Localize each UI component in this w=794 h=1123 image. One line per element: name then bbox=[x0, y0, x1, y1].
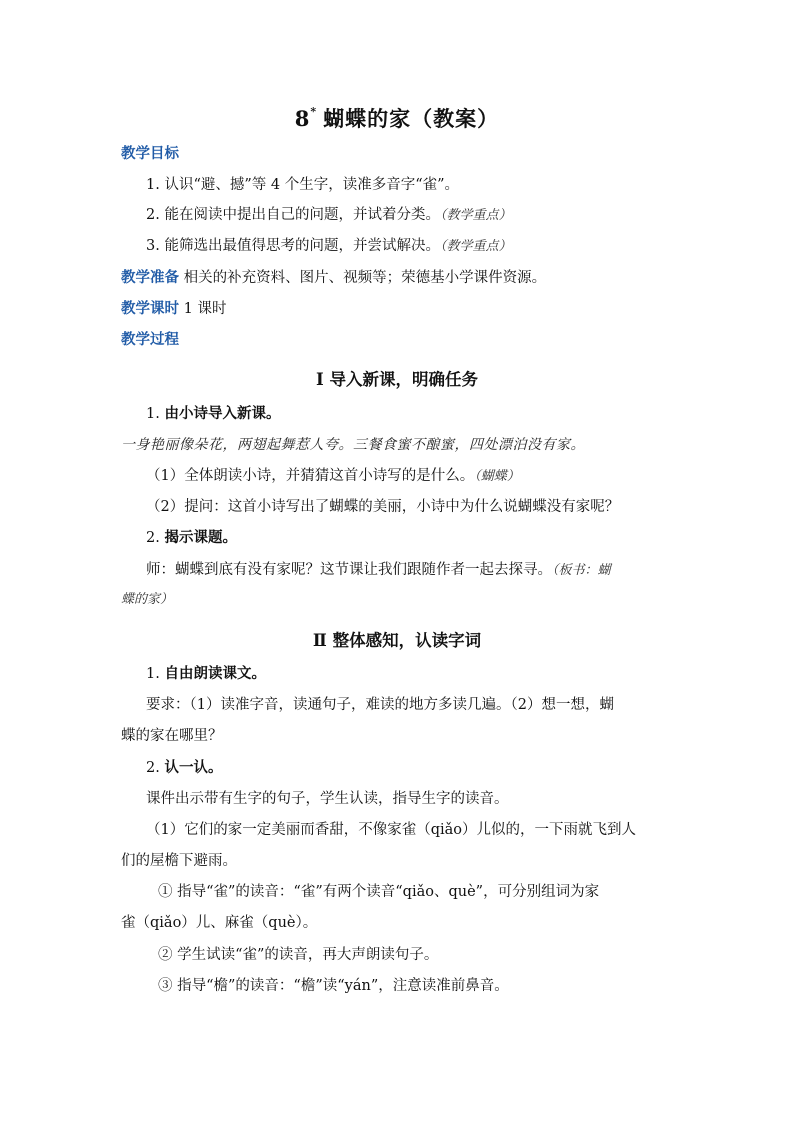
part2-step2 bbox=[146, 758, 222, 778]
lesson-title-text: 蝴蝶的家（教案） bbox=[323, 106, 500, 131]
prep-text: 相关的补充资料、图片、视频等；荣德基小学课件资源。 bbox=[183, 270, 547, 286]
guide-1-line-1: ① 指导“雀”的读音：“雀”有两个读音“qiǎo、què”，可分别组词为家 bbox=[158, 884, 600, 900]
question-1 bbox=[146, 466, 520, 487]
part1-step2 bbox=[146, 528, 237, 548]
courseware-line: 课件出示带有生字的句子，学生认读，指导生字的读音。 bbox=[146, 791, 509, 807]
part1-step2-text: 揭示课题。 bbox=[164, 529, 237, 546]
part2-heading: Ⅱ 整体感知，认读字词 bbox=[312, 631, 482, 650]
goal-item-3-note: （教学重点） bbox=[439, 239, 512, 254]
part1-step1-num: 1. bbox=[146, 406, 160, 422]
requirement-line-1: 要求：（1）读准字音，读通句子，难读的地方多读几遍。（2）想一想，蝴 bbox=[146, 697, 614, 713]
teacher-line-1-text: 师：蝴蝶到底有没有家呢？这节课让我们跟随作者一起去探寻。 bbox=[146, 562, 552, 578]
part1-heading: Ⅰ 导入新课，明确任务 bbox=[316, 370, 478, 389]
hours-text: 1 课时 bbox=[183, 301, 227, 317]
question-1-text: （1）全体朗读小诗，并猜猜这首小诗写的是什么。 bbox=[146, 468, 475, 484]
part1-step2-num: 2. bbox=[146, 530, 160, 546]
goals-label: 教学目标 bbox=[121, 145, 179, 162]
goal-item-3 bbox=[146, 236, 511, 257]
goal-item-2-text: 2. 能在阅读中提出自己的问题，并试着分类。 bbox=[146, 207, 440, 223]
part2-step2-text: 认一认。 bbox=[164, 759, 223, 776]
board-note-2: 蝶的家） bbox=[121, 592, 174, 607]
poem-text: 一身艳丽像朵花，两翅起舞惹人夸。三餐食蜜不酿蜜，四处漂泊没有家。 bbox=[121, 437, 585, 453]
sentence-line-2: 们的屋檐下避雨。 bbox=[121, 853, 237, 869]
part2-step1-text: 自由朗读课文。 bbox=[164, 665, 266, 682]
guide-2: ② 学生试读“雀”的读音，再大声朗读句子。 bbox=[158, 947, 439, 963]
document-title bbox=[0, 103, 794, 133]
requirement-line-2: 蝶的家在哪里？ bbox=[121, 728, 223, 744]
question-1-note: （蝴蝶） bbox=[474, 469, 520, 484]
optional-lesson-star: * bbox=[310, 105, 318, 118]
hours-label: 教学课时 bbox=[121, 300, 179, 317]
prep-line bbox=[121, 268, 546, 288]
prep-label: 教学准备 bbox=[121, 269, 179, 286]
goal-item-1: 1. 认识“避、撼”等 4 个生字，读准多音字“雀”。 bbox=[146, 177, 460, 193]
hours-line bbox=[121, 299, 226, 319]
goal-item-2-note: （教学重点） bbox=[439, 208, 512, 223]
lesson-number: 8 bbox=[294, 106, 311, 131]
goal-item-2 bbox=[146, 205, 511, 226]
goal-item-3-text: 3. 能筛选出最值得思考的问题，并尝试解决。 bbox=[146, 238, 440, 254]
part1-step1 bbox=[146, 404, 280, 424]
question-2: （2）提问：这首小诗写出了蝴蝶的美丽，小诗中为什么说蝴蝶没有家呢？ bbox=[146, 499, 620, 515]
board-note-1: （板书：蝴 bbox=[552, 563, 611, 578]
guide-3: ③ 指导“檐”的读音：“檐”读“yán”，注意读准前鼻音。 bbox=[158, 978, 509, 994]
guide-1-line-2: 雀（qiǎo）儿、麻雀（què）。 bbox=[121, 915, 318, 931]
part2-step1 bbox=[146, 664, 266, 684]
part2-step1-num: 1. bbox=[146, 666, 160, 682]
process-label: 教学过程 bbox=[121, 331, 179, 348]
part2-step2-num: 2. bbox=[146, 760, 160, 776]
part1-step1-text: 由小诗导入新课。 bbox=[164, 405, 281, 422]
sentence-line-1: （1）它们的家一定美丽而香甜，不像家雀（qiǎo）儿似的，一下雨就飞到人 bbox=[146, 822, 637, 838]
teacher-line-1 bbox=[146, 560, 611, 581]
